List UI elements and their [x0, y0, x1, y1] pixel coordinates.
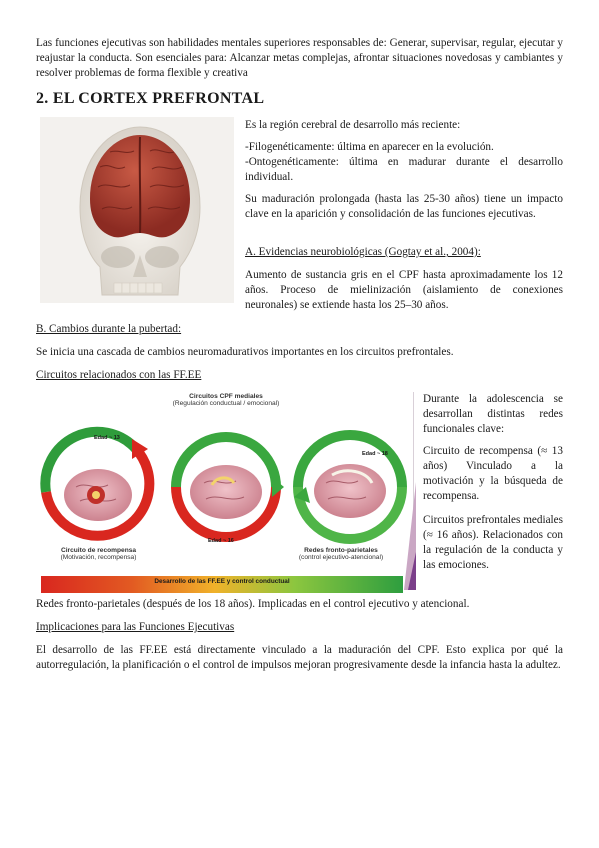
cortex-paragraph-4: Aumento de sustancia gris en el CPF hasta aproximadamente los 12 años. Proceso de mielinización (aislamiento de conexiones neuronales) se extiende hasta los 25–30 años.	[245, 269, 563, 311]
prefrontal-cortex-image	[40, 117, 234, 303]
cortex-paragraph-2b: -Ontogenéticamente: última en madurar durante el desarrollo individual.	[245, 156, 563, 183]
right-label-subtitle: (control ejecutivo-atencional)	[298, 554, 384, 561]
age-label-middle: Edad ~ 16	[208, 538, 234, 544]
left-label-title: Circuito de recompensa	[60, 547, 137, 554]
intro-paragraph: Las funciones ejecutivas son habilidades mentales superiores responsables de: Generar, supervisar, regular, ejecutar y reajustar la conducta. Son esenciales para: Alcanzar metas complejas, afrontar situaciones novedosas y cambiantes y resolver problemas de forma flexible y creativa	[36, 37, 563, 79]
after-paragraph-1: Redes fronto-parietales (después de los 18 años). Implicadas en el control ejecutivo y atencional.	[36, 598, 470, 610]
cortex-paragraph-1: Es la región cerebral de desarrollo más reciente:	[245, 119, 461, 131]
cortex-paragraph-2a: -Filogenéticamente: última en aparecer en la evolución.	[245, 141, 494, 153]
side-paragraph-1: Durante la adolescencia se desarrollan distintas redes funcionales clave:	[423, 393, 563, 435]
implications-paragraph: El desarrollo de las FF.EE está directamente vinculado a la maduración del CPF. Esto explica por qué la autorregulación, la planificación o el control de impulsos mejoran progresivamente desde la infancia hasta la adultez.	[36, 644, 563, 671]
middle-brain-icon	[190, 465, 262, 519]
subheading-b: B. Cambios durante la pubertad:	[36, 323, 182, 335]
circuits-diagram	[36, 387, 413, 600]
left-label	[36, 547, 161, 561]
development-gradient-bar	[41, 576, 403, 593]
circuits-figure	[36, 387, 413, 600]
section-title: 2. EL CORTEX PREFRONTAL	[36, 90, 265, 107]
subheading-a: A. Evidencias neurobiológicas (Gogtay et al., 2004):	[245, 246, 481, 258]
circuits-heading: Circuitos relacionados con las FF.EE	[36, 369, 202, 381]
side-paragraph-3: Circuitos prefrontales mediales (≈ 16 años). Relacionados con la regulación de la conducta y las emociones.	[423, 514, 563, 571]
right-label-title: Redes fronto-parietales	[304, 547, 378, 554]
top-label-subtitle: (Regulación conductual / emocional)	[172, 400, 280, 407]
brain-skull-illustration	[40, 117, 234, 303]
top-label	[146, 393, 306, 407]
left-label-subtitle: (Motivación, recompensa)	[60, 554, 137, 561]
top-label-title: Circuitos CPF mediales	[189, 393, 263, 400]
development-bar-label: Desarrollo de las FF.EE y control conductual	[154, 578, 290, 585]
age-label-left: Edad ~ 13	[94, 435, 120, 441]
cortex-paragraph-3: Su maduración prolongada (hasta las 25-30 años) tiene un impacto clave en la aparición y consolidación de las funciones ejecutivas.	[245, 193, 563, 220]
figure-edge-triangle	[404, 482, 416, 590]
implications-heading: Implicaciones para las Funciones Ejecutivas	[36, 621, 235, 633]
side-paragraph-2: Circuito de recompensa (≈ 13 años) Vinculado a la motivación y la búsqueda de recompensa.	[423, 445, 563, 502]
puberty-paragraph: Se inicia una cascada de cambios neuromadurativos importantes en los circuitos prefrontales.	[36, 346, 454, 358]
age-label-right: Edad ~ 18	[362, 451, 388, 457]
right-label	[276, 547, 406, 561]
